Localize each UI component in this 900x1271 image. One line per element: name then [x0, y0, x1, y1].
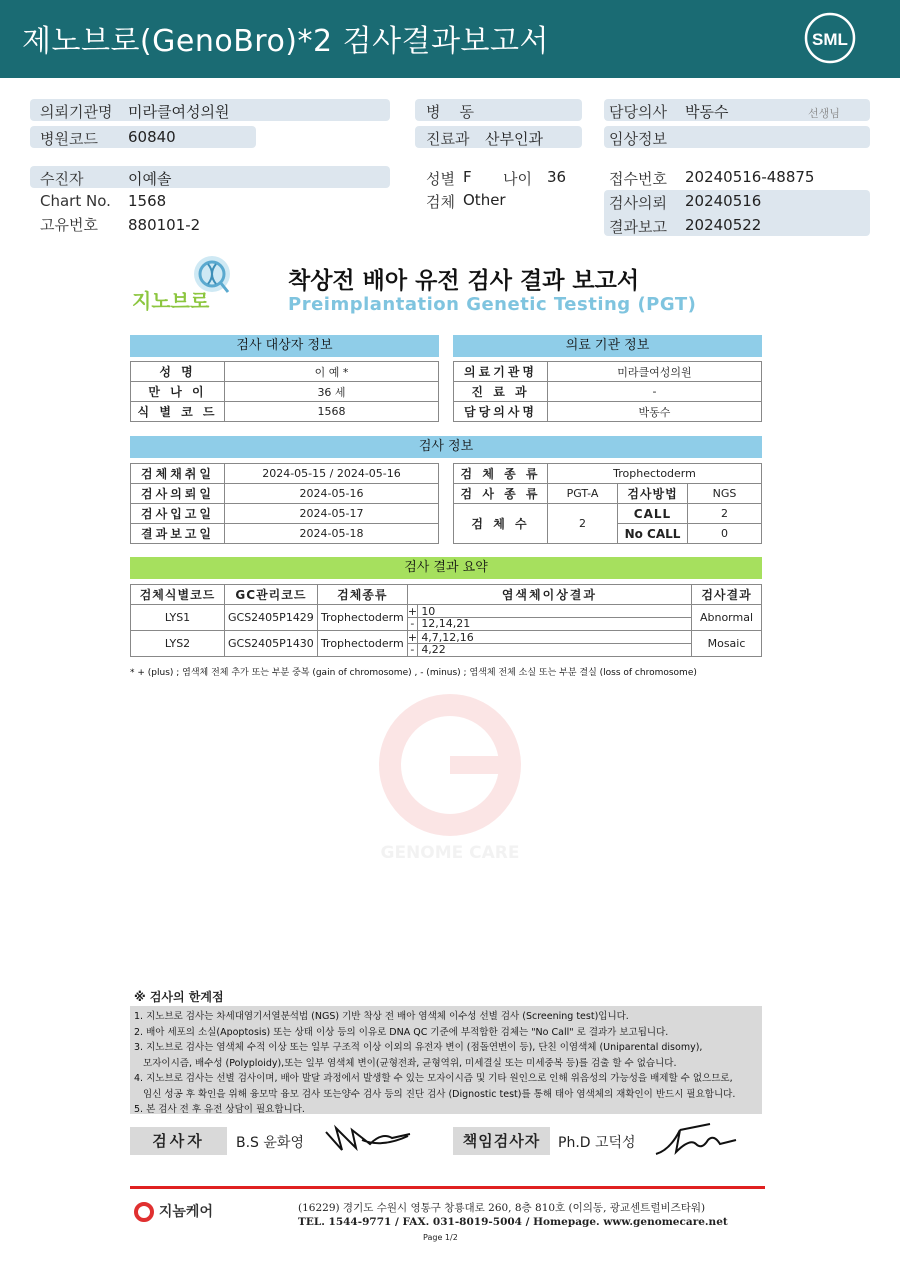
report-main-title: 제노브로(GenoBro)*2 검사결과보고서 [22, 24, 549, 59]
institution-label: 의뢰기관명 [40, 103, 113, 121]
ward-label: 병 동 [426, 103, 475, 121]
chief-label: 책임검사자 [453, 1127, 550, 1155]
result-lys2: Mosaic [692, 631, 762, 657]
genobro-logo [130, 252, 250, 312]
chief-name: Ph.D 고덕성 [558, 1135, 636, 1151]
footer-address: (16229) 경기도 수원시 영통구 창룡대로 260, 8층 810호 (이의동, 광교센트럴비즈타워) TEL. 1544-9771 / FAX. 031-8019-5004 / Homepage. www.genomecare.net [298, 1202, 728, 1228]
specimen-label: 검체 [426, 193, 455, 211]
sex-value: F [463, 168, 472, 186]
sex-label: 성별 [426, 170, 455, 188]
genomecare-logo [134, 1201, 213, 1222]
subject-age: 36 세 [225, 382, 439, 402]
specimen-value: Other [463, 191, 506, 209]
medical-doctor: 박동수 [548, 402, 762, 422]
result-lys1: Abnormal [692, 605, 762, 631]
examiner-label: 검사자 [130, 1127, 227, 1155]
dept-label: 진료과 [426, 130, 470, 148]
summary-header: 검사 결과 요약 [130, 557, 762, 579]
footer-divider [130, 1186, 765, 1189]
genome-care-watermark [350, 690, 550, 870]
exam-dates-table: 검체채취일 2024-05-15 / 2024-05-16 검사의뢰일 2024-05-16 검사입고일 2024-05-17 결과보고일 2024-05-18 [130, 463, 439, 544]
watermark-text: GENOME CARE [380, 843, 520, 863]
receipt-value: 20240516-48875 [685, 168, 815, 186]
report-date-value: 20240522 [685, 216, 762, 234]
receipt-label: 접수번호 [609, 170, 667, 188]
sml-logo [804, 12, 856, 64]
medical-table: 의료기관명 미라클여성의원 진 료 과 - 담당의사명 박동수 [453, 361, 762, 422]
hospital-code-label: 병원코드 [40, 130, 98, 148]
summary-footnote: * + (plus) ; 염색체 전체 추가 또는 부분 중복 (gain of chromosome) , - (minus) ; 염색체 전체 소실 또는 부분 결실 (loss of chromosome) [130, 668, 697, 678]
medical-header: 의료 기관 정보 [453, 335, 762, 357]
recipient-value: 이예솔 [128, 170, 172, 188]
request-label: 검사의뢰 [609, 194, 667, 212]
sml-logo-text: SML [812, 30, 848, 49]
doctor-label: 담당의사 [609, 103, 667, 121]
chart-value: 1568 [128, 192, 167, 210]
age-value: 36 [547, 168, 567, 186]
subject-table: 성 명 이 예 * 만 나 이 36 세 식 별 코 드 1568 [130, 361, 439, 422]
limits-title: ※ 검사의 한계점 [134, 990, 224, 1004]
subject-name: 이 예 * [225, 362, 439, 382]
subject-id: 1568 [225, 402, 439, 422]
examiner-name: B.S 윤화영 [236, 1135, 304, 1151]
summary-table: 검체식별코드 GC관리코드 검체종류 염색체이상결과 검사결과 LYS1 GCS2405P1429 Trophectoderm + 10 - 12,14,21 Abnormal LYS2 GCS2405P1430 Trophectoderm + 4,7,12,16 - 4,22 Mosaic [130, 584, 762, 657]
age-label: 나이 [503, 170, 532, 188]
hospital-code-value: 60840 [128, 128, 176, 146]
exam-specimen-table: 검 체 종 류 Trophectoderm 검 사 종 류 PGT-A 검사방법 NGS 검 체 수 2 CALL 2 No CALL 0 [453, 463, 762, 544]
table-row: LYS1 GCS2405P1429 Trophectoderm + 10 - 12,14,21 Abnormal [131, 605, 762, 631]
medical-institution: 미라클여성의원 [548, 362, 762, 382]
medical-dept: - [548, 382, 762, 402]
examiner-signature [322, 1122, 414, 1158]
recipient-label: 수진자 [40, 170, 84, 188]
doctor-suffix: 선생님 [808, 107, 840, 120]
institution-value: 미라클여성의원 [128, 103, 230, 121]
report-title: 착상전 배아 유전 검사 결과 보고서 [288, 268, 640, 294]
page-number: Page 1/2 [423, 1233, 458, 1242]
exam-header: 검사 정보 [130, 436, 762, 458]
genobro-logo-text: 지노브로 [132, 289, 210, 312]
request-value: 20240516 [685, 192, 762, 210]
subject-header: 검사 대상자 정보 [130, 335, 439, 357]
company-name: 지놈케어 [158, 1204, 213, 1220]
unique-value: 880101-2 [128, 216, 201, 234]
report-header [0, 0, 900, 78]
chief-signature [650, 1120, 742, 1160]
chart-label: Chart No. [40, 192, 111, 210]
dept-value: 산부인과 [485, 130, 543, 148]
doctor-value: 박동수 [685, 103, 729, 121]
report-subtitle: Preimplantation Genetic Testing (PGT) [288, 294, 697, 315]
report-date-label: 결과보고 [609, 218, 667, 236]
unique-label: 고유번호 [40, 216, 98, 234]
table-row: LYS2 GCS2405P1430 Trophectoderm + 4,7,12,16 - 4,22 Mosaic [131, 631, 762, 657]
clinical-label: 임상정보 [609, 130, 667, 148]
limits-box: 1. 지노브로 검사는 차세대염기서열분석법 (NGS) 기반 착상 전 배아 염색체 이수성 선별 검사 (Screening test)입니다. 2. 배아 세포의 소실(Apoptosis) 또는 상태 이상 등의 이유로 DNA QC 기준에 부적합한 검체는 "No Call" 로 결과가 보고됩니다. 3. 지노브로 검사는 염색체 수적 이상 또는 일부 구조적 이상 이외의 유전자 변이 (점돌연변이 등), 단친 이염색체 (Uniparental disomy), 모자이시즘, 배수성 (Polyploidy),또는 일부 염색체 변이(균형전좌, 균형역위, 미세결실 또는 미세중복 등)를 검출 할 수 없습니다. 4. 지노브로 검사는 선별 검사이며, 배아 발달 과정에서 발생할 수 있는 모자이시즘 및 기타 원인으로 인해 위음성의 가능성을 배제할 수 없으므로, 임신 성공 후 확인을 위해 융모막 융모 검사 또는양수 검사 등의 진단 검사 (Dignostic test)를 통해 태아 염색체의 재확인이 반드시 필요합니다. 5. 본 검사 전 후 유전 상담이 필요합니다. [130, 1006, 762, 1114]
